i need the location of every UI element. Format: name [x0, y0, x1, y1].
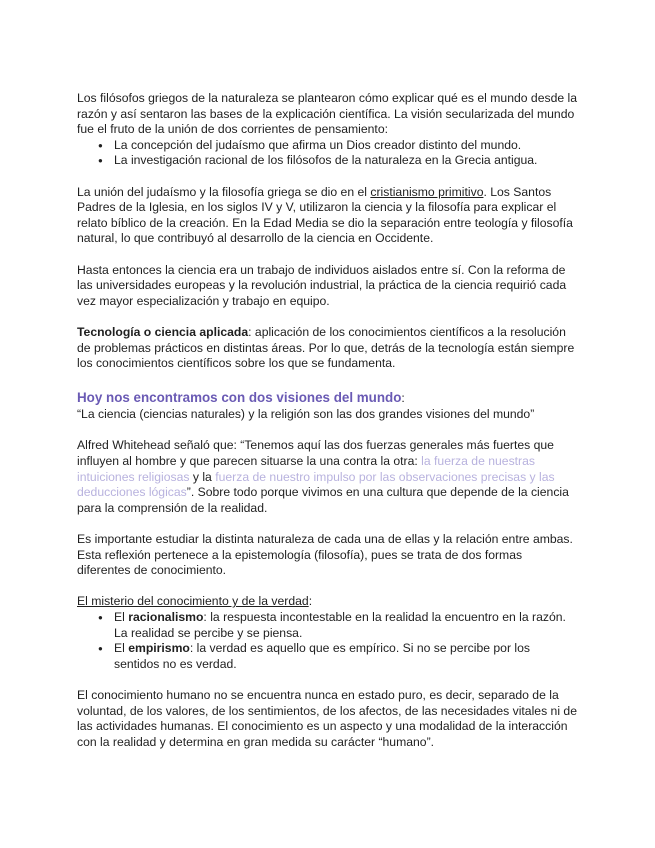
list-item: ● La investigación racional de los filósofos de la naturaleza en la Grecia antigua.	[77, 153, 577, 169]
quote-line: “La ciencia (ciencias naturales) y la religión son las dos grandes visiones del mundo”	[77, 407, 535, 422]
intro-paragraph: Los filósofos griegos de la naturaleza se plantearon cómo explicar qué es el mundo desde la razón y así sentaron las bases de la explicación científica. La visión secularizada del mundo fue el fruto de la unión de dos corrientes de pensamiento:	[77, 91, 577, 137]
knowledge-mystery-title: El misterio del conocimiento y de la verdad:	[77, 594, 313, 609]
christianity-paragraph: La unión del judaísmo y la filosofía griega se dio en el cristianismo primitivo. Los Santos Padres de la Iglesia, en los siglos IV y V, utilizaron la ciencia y la filosofía para explicar el relato bíblico de la creación. En la Edad Media se dio la separación entre teología y filosofía natural, lo que contribuyó al desarrollo de la ciencia en Occidente.	[77, 184, 573, 246]
epistemology-paragraph: Es importante estudiar la distinta naturaleza de cada una de ellas y la relación entre ambas. Esta reflexión pertenece a la epistemología (filosofía), pues se trata de dos formas diferentes de conocimiento.	[77, 532, 573, 578]
science-history-paragraph: Hasta entonces la ciencia era un trabajo de individuos aislados entre sí. Con la reforma de las universidades europeas y la revolución industrial, la práctica de la ciencia requirió cada vez mayor especialización y trabajo en equipo.	[77, 262, 567, 308]
section-heading: Hoy nos encontramos con dos visiones del mundo:	[77, 390, 405, 406]
highlight-scientific: fuerza de nuestro impulso por las observaciones precisas y las deducciones lógicas	[77, 469, 555, 500]
human-knowledge-paragraph: El conocimiento humano no se encuentra nunca en estado puro, es decir, separado de la voluntad, de los valores, de los sentimientos, de los afectos, de las necesidades vitales ni de las actividades humanas. El conocimiento es un aspecto y una modalidad de la interacción con la realidad y determina en gran medida su carácter “humano”.	[77, 687, 577, 749]
list-item-empirismo: ● El empirismo: la verdad es aquello que es empírico. Si no se percibe por los sentidos no es verdad.	[77, 641, 577, 672]
list-item: ● La concepción del judaísmo que afirma un Dios creador distinto del mundo.	[77, 138, 577, 154]
highlight-religious: la fuerza de nuestras intuiciones religiosas	[77, 454, 535, 484]
whitehead-paragraph: Alfred Whitehead señaló que: “Tenemos aquí las dos fuerzas generales más fuertes que influyen al hombre y que parecen situarse la una contra la otra: la fuerza de nuestras intuiciones religiosas y la fuerza de nuestro impulso por las observaciones precisas y las deducciones lógicas”. Sobre todo porque vivimos en una cultura que depende de la ciencia para la comprensión de la realidad.	[77, 438, 569, 515]
document-page	[77, 91, 577, 750]
theories-list	[77, 610, 577, 672]
technology-term: Tecnología o ciencia aplicada	[77, 324, 249, 339]
cristianismo-primitivo-link[interactable]: cristianismo primitivo	[370, 184, 484, 199]
list-item-racionalismo: ● El racionalismo: la respuesta incontestable en la realidad la encuentro en la razón. La realidad se percibe y se piensa.	[77, 610, 577, 641]
currents-list	[77, 138, 577, 169]
technology-definition: Tecnología o ciencia aplicada: aplicación de los conocimientos científicos a la resolución de problemas prácticos en distintas áreas. Por lo que, detrás de la tecnología están siempre los conocimientos científicos sobre los que se fundamenta.	[77, 324, 575, 371]
